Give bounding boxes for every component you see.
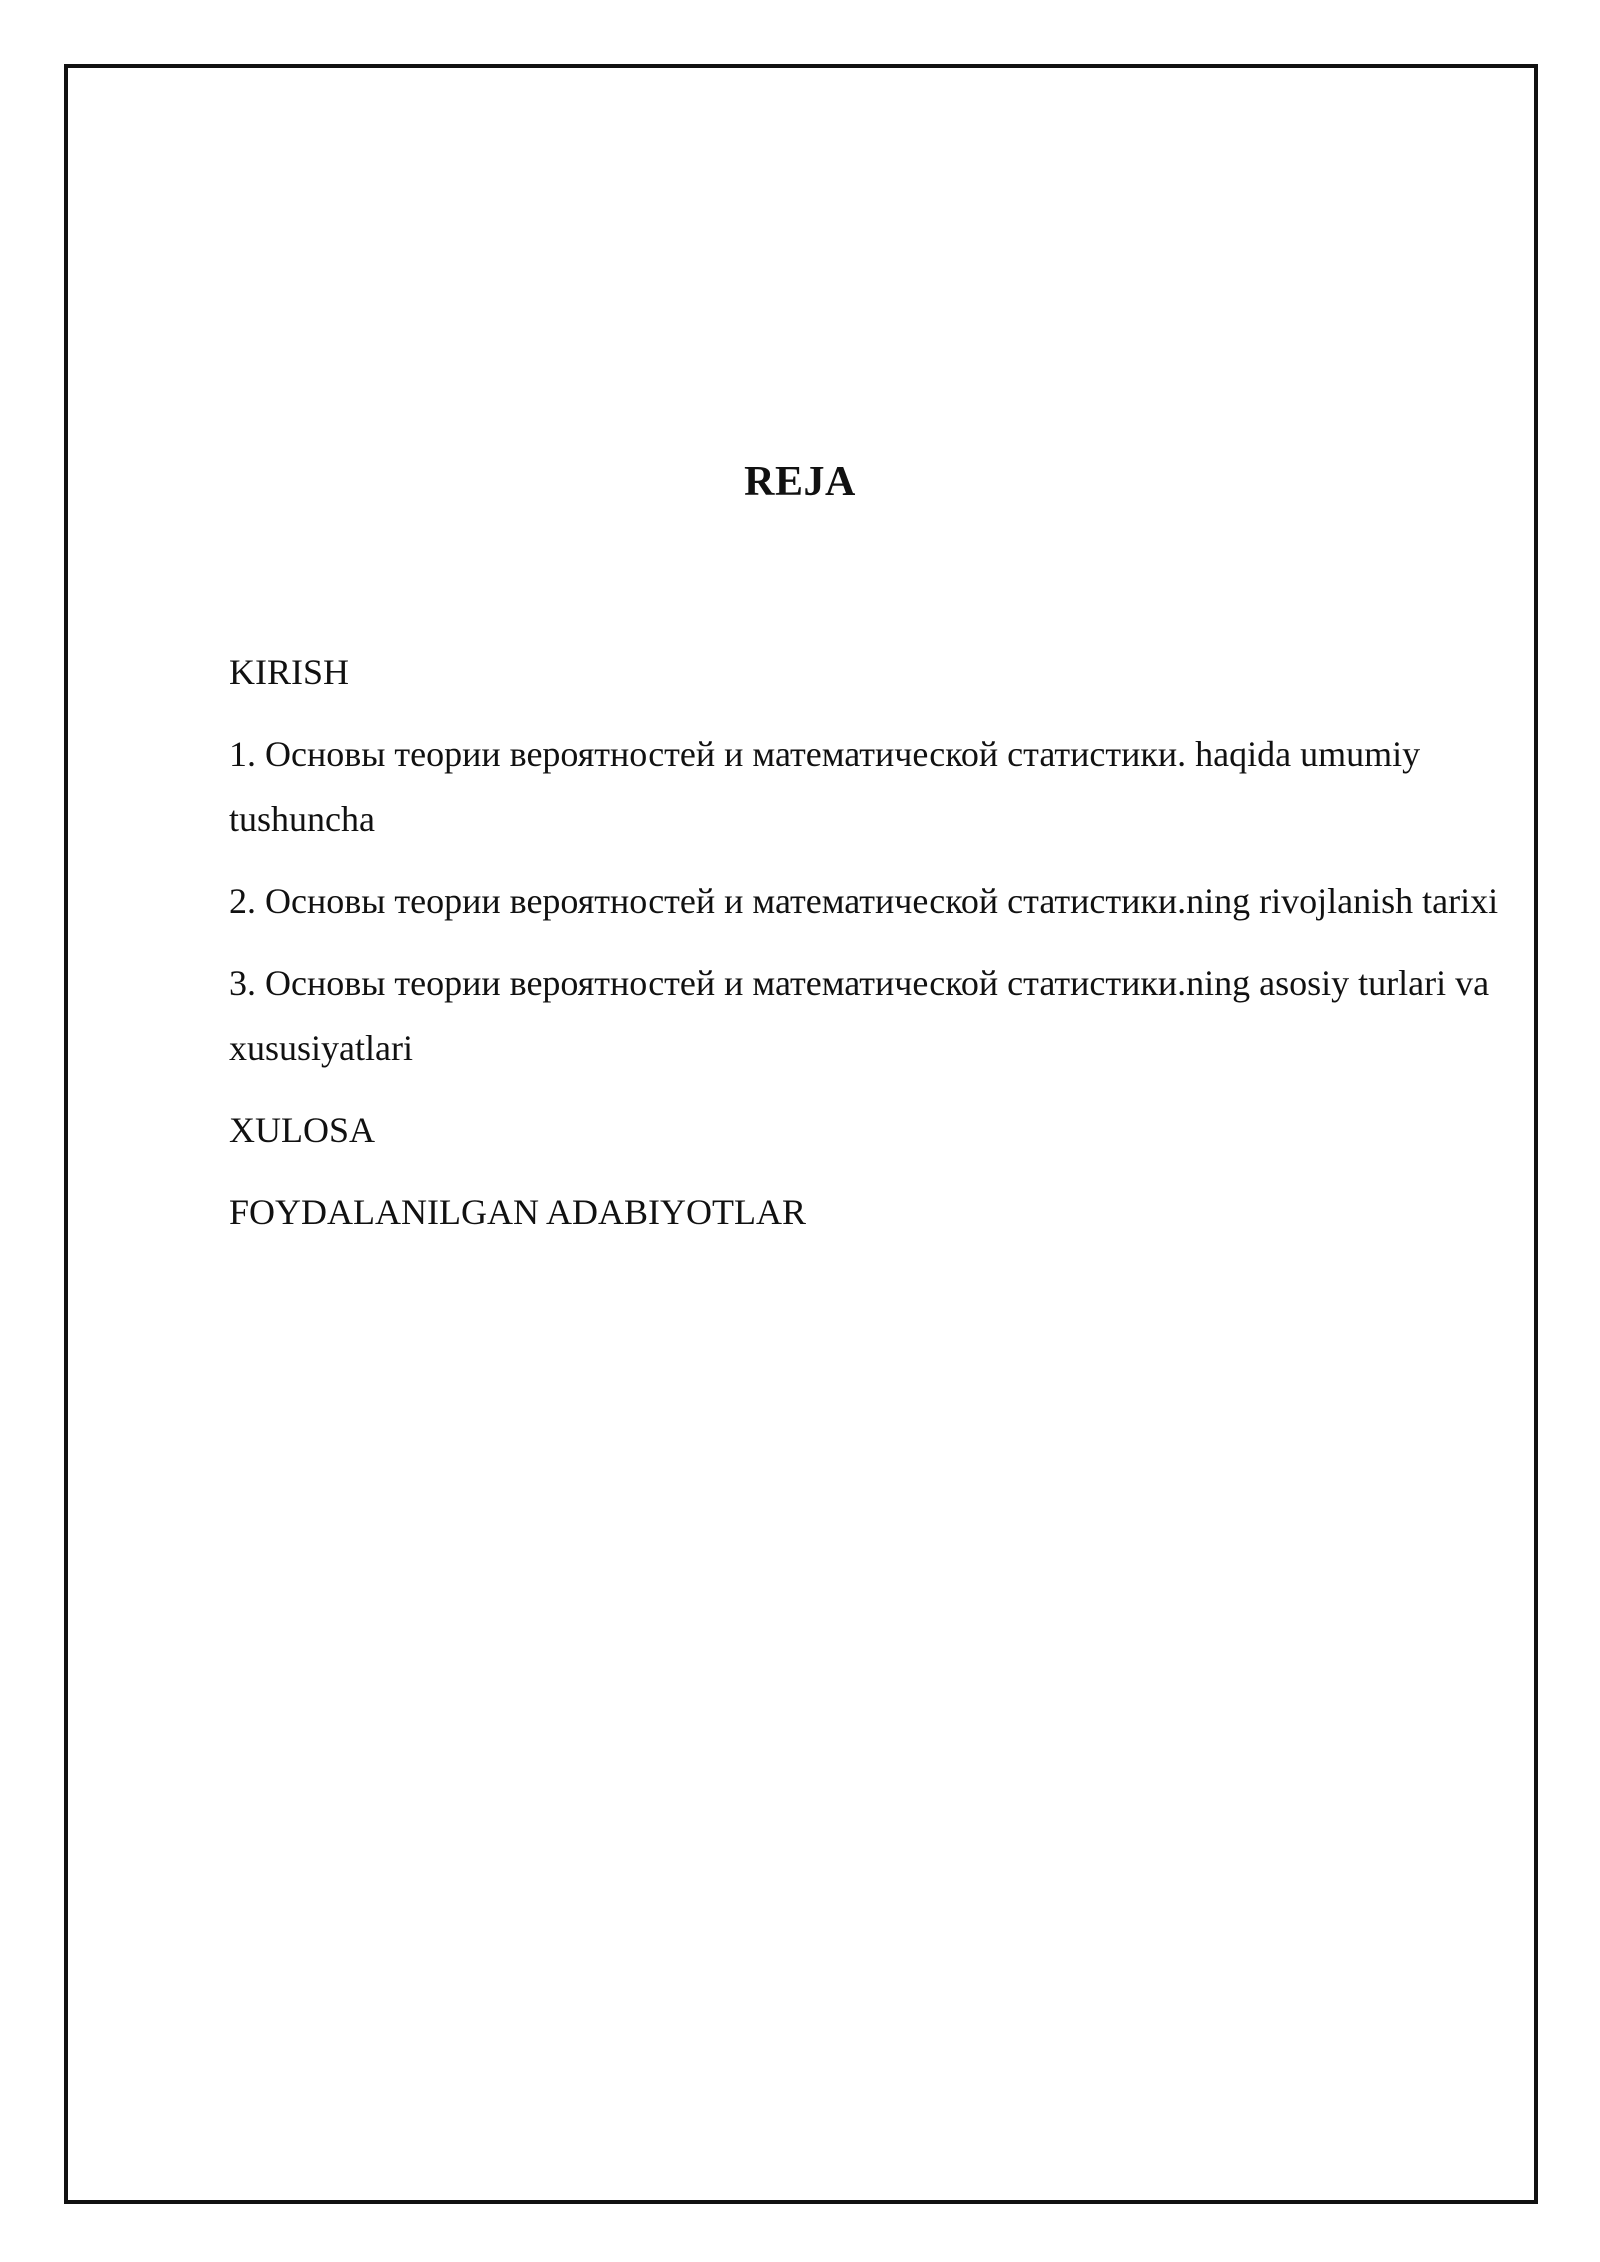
plan-item-2: 2. Основы теории вероятностей и математической статистики.ning rivojlanish tarixi xyxy=(229,881,1499,921)
plan-list xyxy=(229,640,1529,1262)
plan-item-3: 3. Основы теории вероятностей и математической статистики.ning asosiy turlari va xususiyatlari xyxy=(229,963,1490,1068)
plan-item-intro: KIRISH xyxy=(229,652,350,692)
plan-item-1: 1. Основы теории вероятностей и математической статистики. haqida umumiy tushuncha xyxy=(229,734,1421,839)
plan-item-conclusion: XULOSA xyxy=(229,1110,376,1150)
page-title: REJA xyxy=(744,459,856,505)
plan-item-references: FOYDALANILGAN ADABIYOTLAR xyxy=(229,1192,806,1232)
